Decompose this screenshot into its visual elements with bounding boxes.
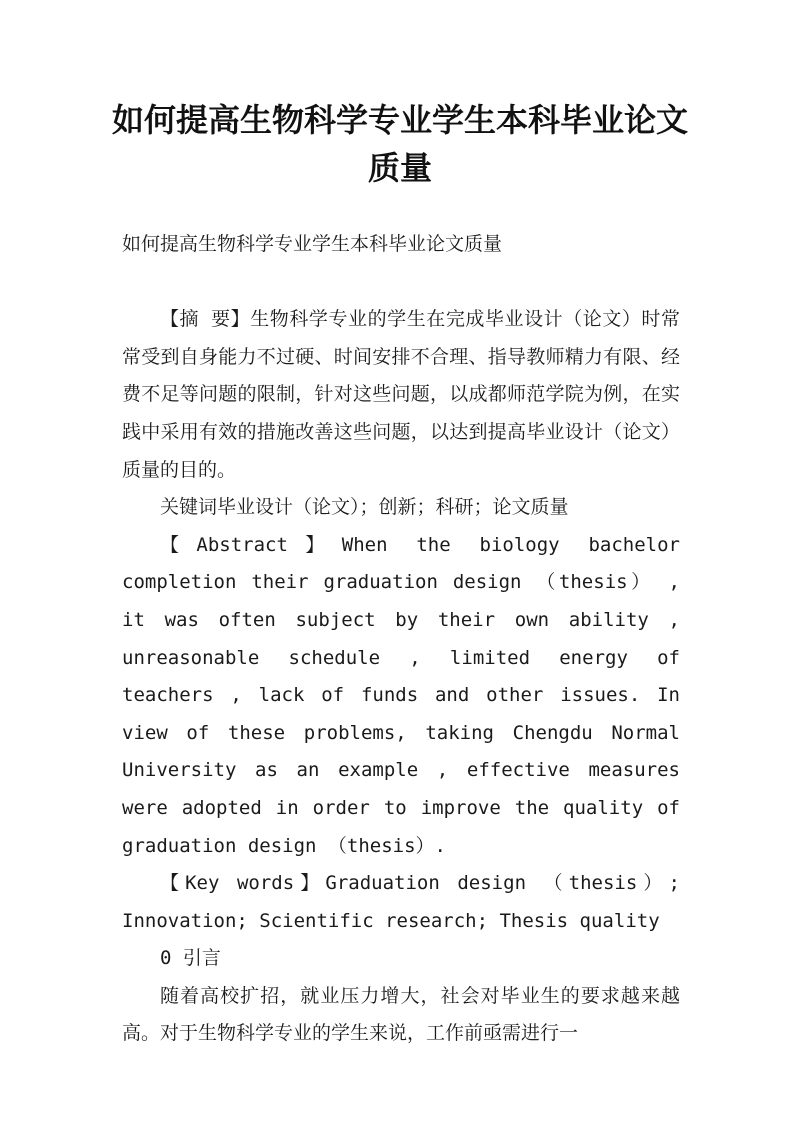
abstract-chinese: 【摘 要】生物科学专业的学生在完成毕业设计（论文）时常常受到自身能力不过硬、时间安排不合理、指导教师精力有限、经费不足等问题的限制，针对这些问题，以成都师范学院为例，在实践中采用有效的措施改善这些问题，以达到提高毕业设计（论文）质量的目的。 bbox=[122, 308, 680, 481]
title-line-1: 如何提高生物科学专业学生本科毕业论文 bbox=[111, 101, 688, 139]
intro-paragraph: 随着高校扩招，就业压力增大，社会对毕业生的要求越来越高。对于生物科学专业的学生来说，工作前亟需进行一 bbox=[122, 984, 680, 1045]
abstract-english: 【Abstract】When the biology bachelor completion their graduation design （thesis） , it was often subject by their own ability , unreasonable schedule , limited energy of teachers , lack of funds and other issues. In view of these problems, taking Chengdu Normal University as an example , effective measures were adopted in order to improve the quality of graduation design （thesis）. bbox=[122, 533, 680, 857]
document-title bbox=[100, 96, 700, 192]
section-heading: 0 引言 bbox=[160, 947, 221, 970]
document-body bbox=[122, 226, 680, 1053]
keywords-english: 【Key words】Graduation design （thesis）; Innovation; Scientific research; Thesis quality bbox=[122, 872, 680, 932]
title-line-2: 质量 bbox=[367, 149, 432, 187]
keywords-chinese: 关键词毕业设计（论文）；创新；科研；论文质量 bbox=[160, 496, 569, 519]
document-subtitle: 如何提高生物科学专业学生本科毕业论文质量 bbox=[122, 233, 503, 255]
